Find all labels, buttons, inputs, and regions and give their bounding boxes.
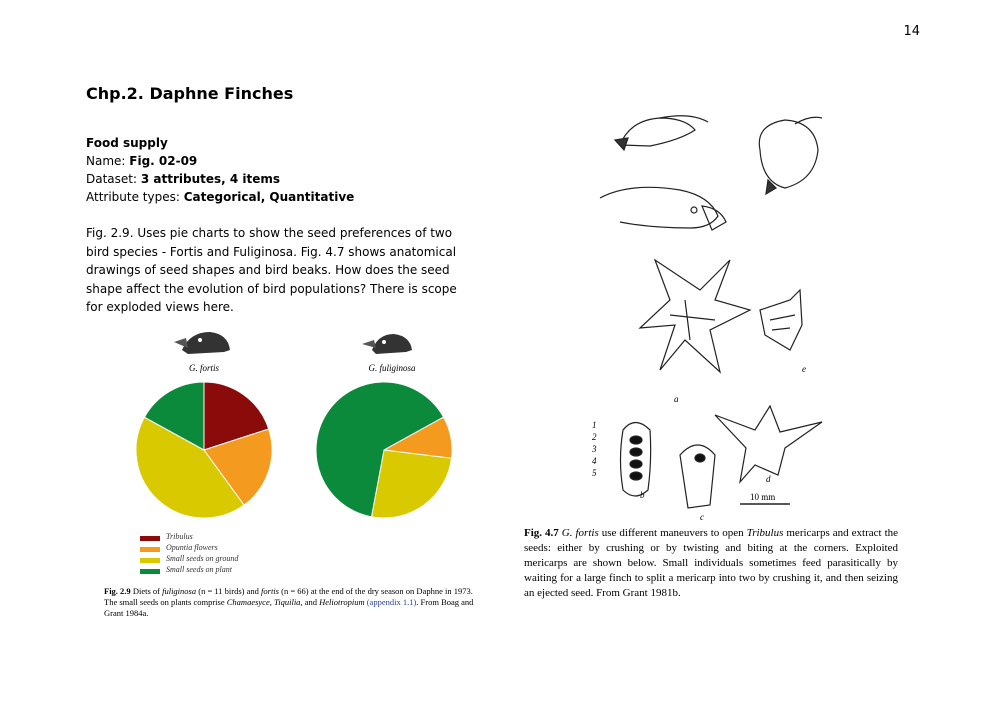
legend-swatch-seeds-ground <box>140 558 160 563</box>
caption-genus: Heliotropium <box>319 597 365 607</box>
mericarp-c-drawing <box>680 445 715 508</box>
seed-number-5: 5 <box>592 468 597 478</box>
fortis-bird-head-drawing <box>174 332 230 354</box>
caption-text: . From Boag and Grant 1984a. <box>104 597 474 618</box>
caption-text: (n = 66) at the end of the dry season on Daphne in 1973. The small seeds on plants comprise <box>104 586 473 607</box>
dataset-value: 3 attributes, 4 items <box>140 172 281 186</box>
seed-number-1: 1 <box>592 420 597 430</box>
label-b: b <box>640 490 645 500</box>
label-a: a <box>674 394 679 404</box>
caption-text: Diets of <box>130 586 163 596</box>
fig-4-7-caption <box>524 526 898 601</box>
caption-text: (n = 11 birds) and <box>196 586 262 596</box>
seed-number-3: 3 <box>592 444 597 454</box>
label-c: c <box>700 512 704 520</box>
seed-number-4: 4 <box>592 456 597 466</box>
dataset-label: Dataset: <box>86 172 141 186</box>
name-value: Fig. 02-09 <box>129 154 198 168</box>
legend-swatch-seeds-plant <box>140 569 160 574</box>
mericarp-b-drawing <box>621 423 651 497</box>
mericarp-a-drawing <box>640 260 750 372</box>
mericarp-e-drawing <box>760 290 802 350</box>
figure-description: Fig. 2.9. Uses pie charts to show the seed preferences of two bird species - Fortis and Fuliginosa. Fig. 4.7 shows anatomical drawings of seed shapes and bird beaks. How does the seed shape affect the evolution of bird populations? There is scope for exploded views here. <box>86 226 457 314</box>
chapter-title: Chp.2. Daphne Finches <box>86 84 294 103</box>
pie-chart-fortis <box>136 382 272 518</box>
name-label: Name: <box>86 154 130 168</box>
pie-slice-fuliginosa-seeds-ground <box>371 450 451 518</box>
caption-text: use different maneuvers to open <box>598 527 747 539</box>
finch-twisting-drawing <box>759 117 822 194</box>
legend-item-seeds-plant: Small seeds on plant <box>166 565 232 574</box>
fuliginosa-bird-head-drawing <box>362 334 412 354</box>
fig-4-7-drawings <box>590 110 910 520</box>
attribute-types-label: Attribute types: <box>86 190 184 204</box>
legend-item-tribulus: Tribulus <box>166 532 193 541</box>
page-number: 14 <box>903 24 920 39</box>
finch-profile-drawing <box>600 187 726 230</box>
pie-charts-figure <box>120 320 480 530</box>
section-title: Food supply <box>86 136 168 150</box>
attribute-types-value: Categorical, Quantitative <box>183 190 355 204</box>
caption-species: fuliginosa <box>162 586 197 596</box>
caption-genera: Chamaesyce, Tiquilia, <box>226 597 303 607</box>
label-d: d <box>766 474 771 484</box>
figure-metadata <box>86 134 354 206</box>
legend-swatch-opuntia <box>140 547 160 552</box>
caption-genus: Tribulus <box>746 527 784 539</box>
label-e: e <box>802 364 806 374</box>
legend-item-seeds-ground: Small seeds on ground <box>166 554 239 563</box>
appendix-link[interactable]: (appendix 1.1) <box>366 597 417 607</box>
pie-chart-fuliginosa <box>316 382 452 518</box>
fig-2-9-label: Fig. 2.9 <box>104 586 131 596</box>
finch-crushing-drawing <box>615 116 708 150</box>
caption-text: mericarps and extract the seeds: either by crushing or by twisting and biting at the corners. Exploited mericarps are shown below. Small individuals sometimes feed parasitically by waiting for a large finch to split a mericarp into two by crushing it, and then seizing an ejected seed. From Grant 1981b. <box>524 527 899 599</box>
legend-item-opuntia: Opuntia flowers <box>166 543 218 552</box>
mericarp-d-drawing <box>715 406 822 482</box>
caption-species: fortis <box>261 586 279 596</box>
seed-number-2: 2 <box>592 432 597 442</box>
fig-2-9-caption <box>104 586 484 619</box>
caption-species: G. fortis <box>561 527 599 539</box>
caption-text: and <box>302 597 320 607</box>
legend-swatch-tribulus <box>140 536 160 541</box>
fig-4-7-label: Fig. 4.7 <box>524 527 559 539</box>
pie-title-fortis: G. fortis <box>188 363 220 373</box>
scale-bar-label: 10 mm <box>750 492 776 502</box>
pie-title-fuliginosa: G. fuliginosa <box>368 363 416 373</box>
